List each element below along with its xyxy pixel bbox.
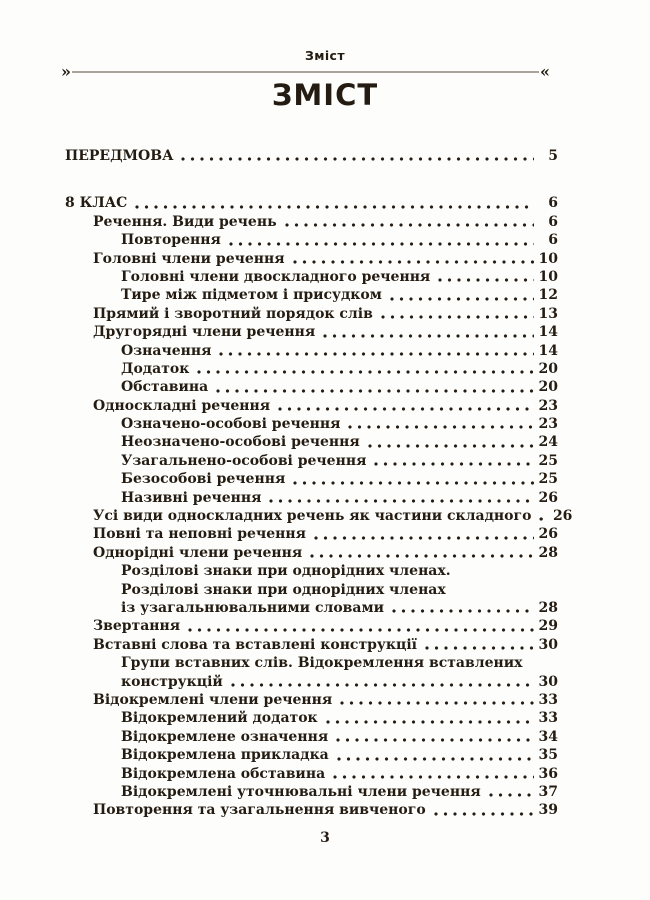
toc-entry-label: Розділові знаки при однорідних членах. (121, 563, 451, 580)
toc-entry (65, 562, 558, 580)
toc-entry (65, 709, 558, 727)
toc-entry (65, 525, 558, 543)
toc-entry-page: 14 (538, 342, 558, 359)
left-guillemet-ornament: » (61, 62, 71, 81)
toc-entry-label: Відокремлені члени речення (93, 691, 333, 708)
toc-entry (65, 489, 558, 507)
toc-entry (65, 507, 573, 525)
toc-entry (65, 378, 558, 396)
toc-entry-label: Відокремлена обставина (121, 765, 326, 782)
page-title: ЗМІСТ (271, 78, 379, 112)
toc-entry-page: 6 (548, 232, 558, 249)
toc-entry (65, 268, 558, 286)
toc-entry-label: Повні та неповні речення (93, 526, 306, 543)
toc-entry-label: Означення (121, 342, 212, 359)
toc-entry-page: 25 (538, 471, 558, 488)
toc-entry (65, 599, 558, 617)
toc-entry (65, 147, 558, 165)
toc-entry (65, 286, 558, 304)
toc-entry (65, 323, 558, 341)
toc-entry-label: Обставина (121, 379, 209, 396)
toc-entry-page: 26 (538, 526, 558, 543)
dot-leader (488, 792, 534, 798)
right-guillemet-ornament: « (540, 62, 550, 81)
dot-leader (134, 204, 534, 210)
toc-entry-label: Речення. Види речень (93, 213, 277, 230)
toc-entry (65, 213, 558, 231)
toc-entry-page: 6 (548, 195, 558, 212)
toc-entry (65, 636, 558, 654)
toc-entry-label: Розділові знаки при однорідних членах (121, 581, 446, 598)
toc-entry-page: 26 (538, 489, 558, 506)
toc-entry-label: Усі види односкладних речень як частини складного (93, 508, 532, 525)
footer-page-number: 3 (320, 830, 330, 846)
toc-entry-page: 28 (538, 544, 558, 561)
dot-leader (309, 553, 534, 559)
toc-entry-label: Називні речення (121, 489, 262, 506)
toc-entry-label: Головні члени двоскладного речення (121, 268, 431, 285)
toc-entry (65, 360, 558, 378)
toc-entry-page: 33 (538, 691, 558, 708)
toc-entry-page: 30 (538, 673, 558, 690)
toc-entry (65, 544, 558, 562)
toc-entry-page: 10 (538, 250, 558, 267)
toc-entry-label: конструкцій (121, 673, 223, 690)
toc-entry-page: 29 (538, 618, 558, 635)
toc-entry-page: 14 (538, 324, 558, 341)
toc-entry-page: 20 (538, 360, 558, 377)
dot-leader (336, 756, 534, 762)
toc-entry (65, 728, 558, 746)
toc-entry (65, 801, 558, 819)
dot-leader (389, 296, 534, 302)
toc-entry-label: Прямий і зворотний порядок слів (93, 305, 373, 322)
toc-entry (65, 691, 558, 709)
toc-entry-label: Узагальнено-особові речення (121, 452, 367, 469)
toc-entry (65, 673, 558, 691)
toc-entry (65, 470, 558, 488)
dot-leader (313, 535, 534, 541)
dot-leader (268, 498, 534, 504)
toc-entry-page: 30 (538, 636, 558, 653)
toc-entry-page: 36 (538, 765, 558, 782)
toc-entry-page: 28 (538, 599, 558, 616)
toc-entry-page: 26 (552, 508, 573, 525)
toc-entry-page: 25 (538, 452, 558, 469)
dot-leader (437, 277, 534, 283)
toc-entry-label: Повторення та узагальнення вивченого (93, 802, 426, 819)
running-head: Зміст (304, 48, 346, 63)
toc-entry-label: Однорідні члени речення (93, 544, 303, 561)
dot-leader (230, 682, 534, 688)
toc-entry (65, 194, 558, 212)
dot-leader (322, 333, 534, 339)
toc-entry-label: Відокремлене означення (121, 728, 329, 745)
dot-leader (292, 259, 534, 265)
toc-entry-page: 20 (538, 379, 558, 396)
dot-leader (380, 314, 534, 320)
toc-entry-page: 12 (538, 287, 558, 304)
toc-entry (65, 581, 558, 599)
dot-leader (332, 774, 534, 780)
dot-leader (215, 388, 534, 394)
toc-entry-page: 24 (538, 434, 558, 451)
dot-leader (391, 608, 534, 614)
dot-leader (284, 222, 534, 228)
toc-entry (65, 397, 558, 415)
dot-leader (187, 627, 534, 633)
toc-entry-label: Безособові речення (121, 471, 286, 488)
toc-entry-page: 23 (538, 416, 558, 433)
dot-leader (335, 737, 534, 743)
dot-leader (180, 156, 534, 162)
toc-entry-label: Неозначено-особові речення (121, 434, 360, 451)
dot-leader (339, 700, 534, 706)
toc-entry-page: 10 (538, 268, 558, 285)
toc-entry-label: Додаток (121, 360, 190, 377)
dot-leader (228, 241, 534, 247)
table-of-contents (65, 147, 573, 820)
toc-entry-page: 34 (538, 728, 558, 745)
toc-entry-page: 35 (538, 747, 558, 764)
toc-entry (65, 654, 558, 672)
toc-entry (65, 250, 558, 268)
toc-entry (65, 433, 558, 451)
toc-entry-label: Звертання (93, 618, 181, 635)
toc-entry-label: Тире між підметом і присудком (121, 287, 382, 304)
toc-entry-label: Вставні слова та вставлені конструкції (93, 636, 417, 653)
toc-entry-label: Групи вставних слів. Відокремлення вставлених (121, 655, 523, 672)
dot-leader (538, 516, 548, 522)
toc-entry-page: 37 (538, 783, 558, 800)
dot-leader (325, 719, 534, 725)
toc-entry (65, 746, 558, 764)
toc-entry-label: Повторення (121, 232, 221, 249)
toc-entry (65, 617, 558, 635)
dot-leader (347, 424, 534, 430)
toc-entry-page: 33 (538, 710, 558, 727)
toc-entry (65, 765, 558, 783)
dot-leader (277, 406, 534, 412)
dot-leader (292, 480, 534, 486)
toc-entry-label: із узагальнювальними словами (121, 599, 385, 616)
toc-entry-label: Означено-особові речення (121, 416, 341, 433)
toc-entry-label: Відокремлена прикладка (121, 747, 329, 764)
toc-entry (65, 415, 558, 433)
toc-entry (65, 305, 558, 323)
toc-entry-page: 5 (548, 148, 558, 164)
dot-leader (367, 443, 534, 449)
toc-entry (65, 342, 558, 360)
toc-entry-label: Відокремлений додаток (121, 710, 318, 727)
toc-entry-page: 23 (538, 397, 558, 414)
dot-leader (196, 369, 534, 375)
toc-entry (65, 783, 558, 801)
toc-entry-label: Односкладні речення (93, 397, 271, 414)
toc-entry-page: 13 (538, 305, 558, 322)
toc-entry (65, 231, 558, 249)
toc-entry-label: 8 КЛАС (65, 195, 128, 212)
dot-leader (218, 351, 534, 357)
toc-entry-label: ПЕРЕДМОВА (65, 148, 174, 164)
dot-leader (433, 811, 534, 817)
dot-leader (373, 461, 534, 467)
toc-entry-label: Головні члени речення (93, 250, 285, 267)
toc-entry (65, 452, 558, 470)
toc-entry-label: Другорядні члени речення (93, 324, 316, 341)
toc-entry-page: 39 (538, 802, 558, 819)
toc-entry-label: Відокремлені уточнювальні члени речення (121, 783, 481, 800)
toc-entry-page: 6 (548, 213, 558, 230)
rule-line (72, 71, 539, 73)
dot-leader (424, 645, 534, 651)
